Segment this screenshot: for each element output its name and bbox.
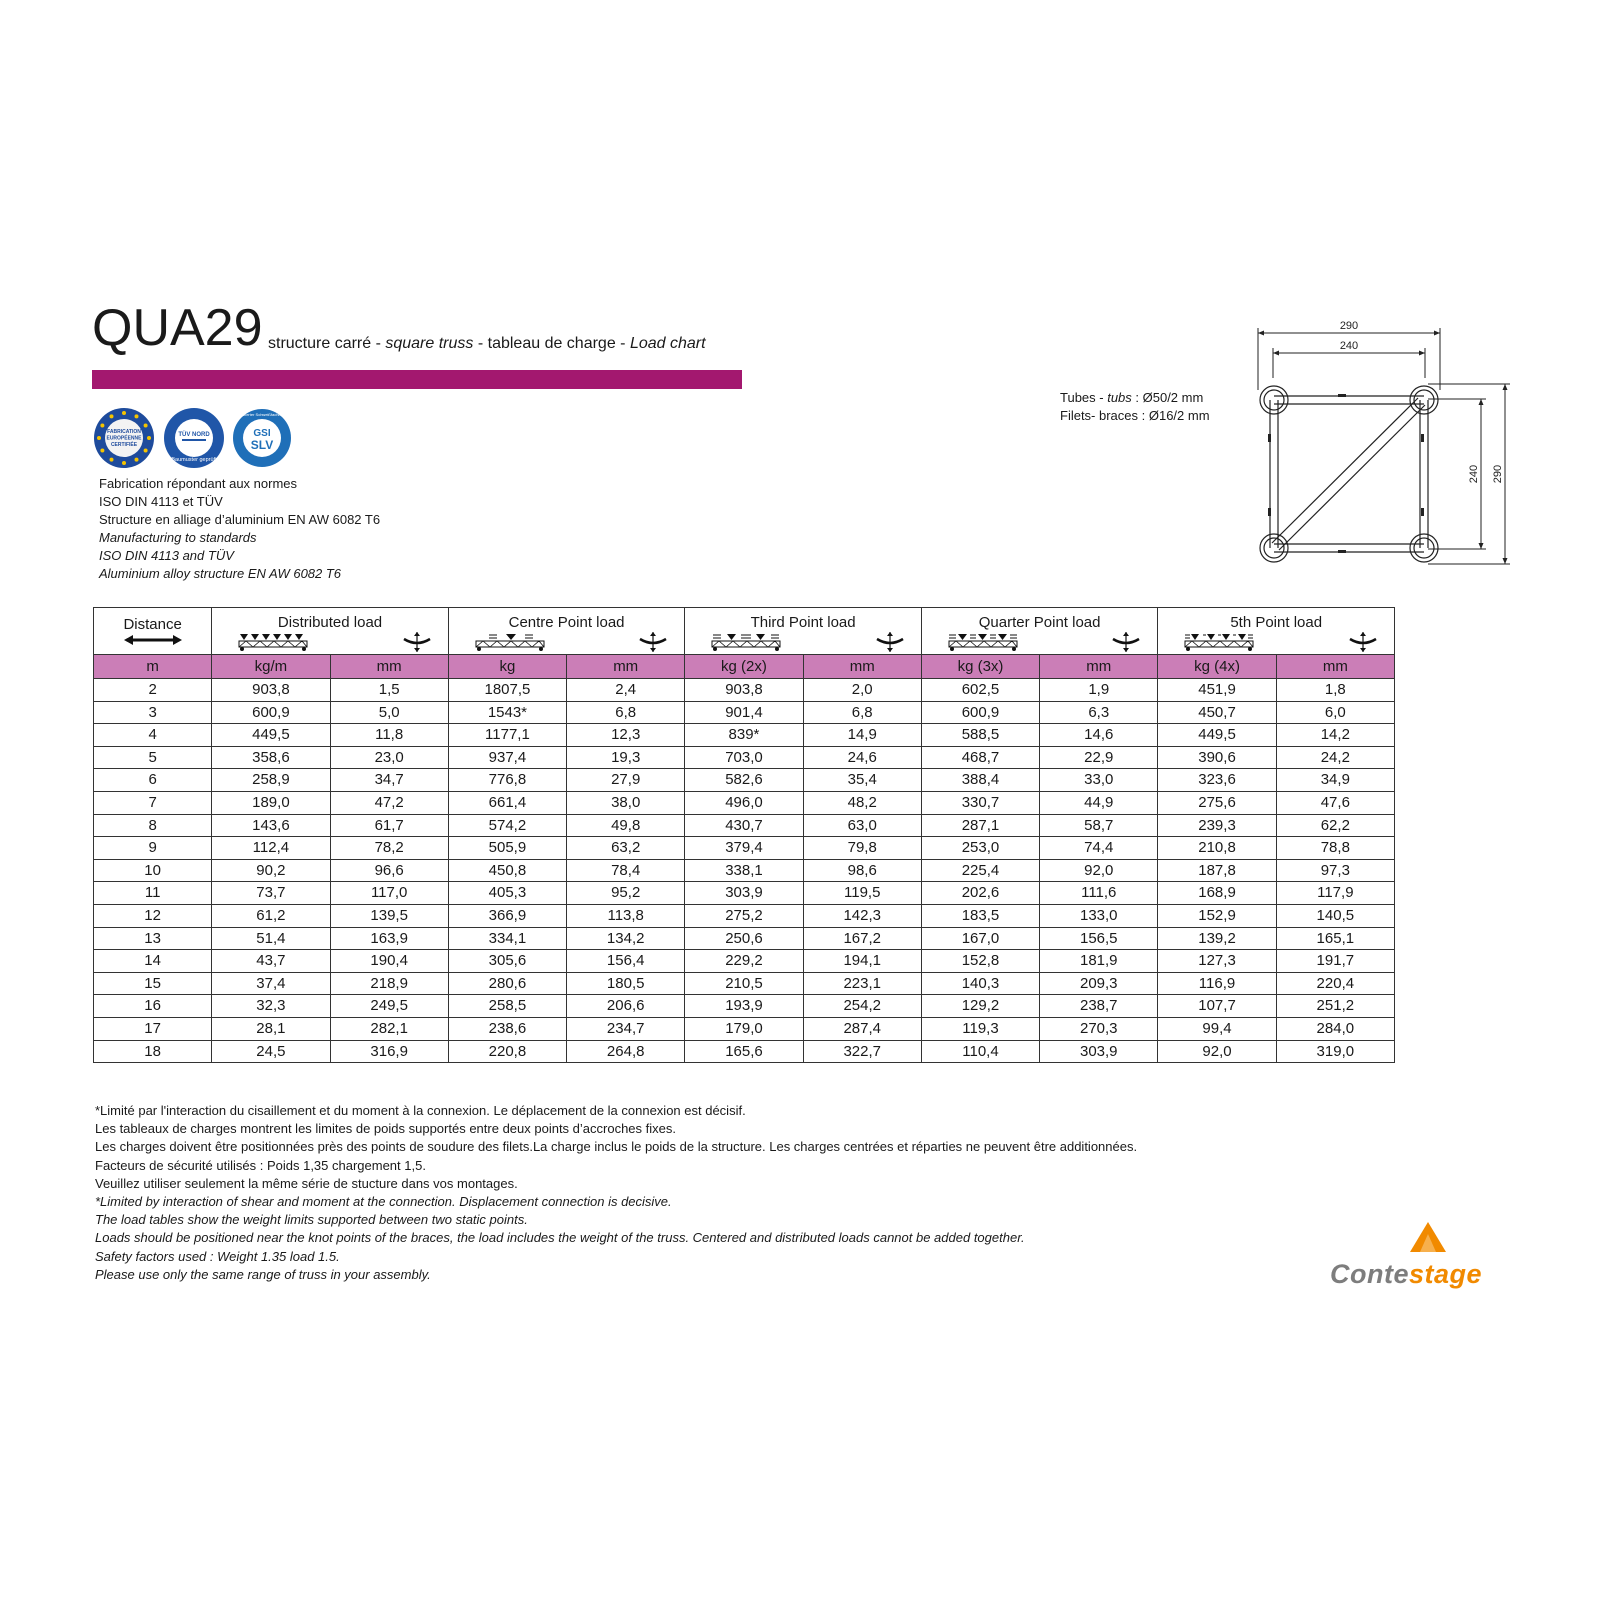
value-cell: 27,9	[567, 769, 685, 792]
table-row	[94, 746, 1395, 769]
value-cell: 6,0	[1276, 701, 1394, 724]
value-cell: 61,2	[212, 904, 330, 927]
subtitle-sep-2: -	[473, 335, 488, 352]
note-fr-line: Les tableaux de charges montrent les limites de poids supportés entre deux points d’accroches fixes.	[95, 1121, 676, 1137]
value-cell: 95,2	[567, 882, 685, 905]
value-cell: 11,8	[330, 724, 448, 747]
table-row	[94, 791, 1395, 814]
value-cell: 703,0	[685, 746, 803, 769]
value-cell: 74,4	[1040, 837, 1158, 860]
value-cell: 12,3	[567, 724, 685, 747]
value-cell: 28,1	[212, 1017, 330, 1040]
subtitle-sep-1: -	[371, 335, 386, 352]
value-cell: 275,6	[1158, 791, 1276, 814]
value-cell: 96,6	[330, 859, 448, 882]
value-cell: 23,0	[330, 746, 448, 769]
value-cell: 282,1	[330, 1017, 448, 1040]
value-cell: 24,5	[212, 1040, 330, 1063]
table-row	[94, 859, 1395, 882]
value-cell: 600,9	[212, 701, 330, 724]
table-row	[94, 904, 1395, 927]
value-cell: 305,6	[448, 950, 566, 973]
value-cell: 206,6	[567, 995, 685, 1018]
distance-cell: 14	[94, 950, 212, 973]
value-cell: 14,6	[1040, 724, 1158, 747]
value-cell: 99,4	[1158, 1017, 1276, 1040]
value-cell: 51,4	[212, 927, 330, 950]
value-cell: 111,6	[1040, 882, 1158, 905]
value-cell: 92,0	[1158, 1040, 1276, 1063]
value-cell: 602,5	[921, 679, 1039, 702]
value-cell: 6,8	[567, 701, 685, 724]
value-cell: 143,6	[212, 814, 330, 837]
table-row	[94, 701, 1395, 724]
note-en-line: The load tables show the weight limits supported between two static points.	[95, 1212, 528, 1228]
distance-cell: 4	[94, 724, 212, 747]
value-cell: 127,3	[1158, 950, 1276, 973]
note-en-line: *Limited by interaction of shear and moment at the connection. Displacement connection is decisive.	[95, 1194, 672, 1210]
svg-text:SLV: SLV	[250, 438, 274, 452]
value-cell: 78,8	[1276, 837, 1394, 860]
subtitle-fr-structure: structure carré	[268, 335, 372, 352]
value-cell: 903,8	[212, 679, 330, 702]
value-cell: 600,9	[921, 701, 1039, 724]
value-cell: 181,9	[1040, 950, 1158, 973]
distance-cell: 13	[94, 927, 212, 950]
value-cell: 287,4	[803, 1017, 921, 1040]
value-cell: 73,7	[212, 882, 330, 905]
value-cell: 405,3	[448, 882, 566, 905]
braces-spec: Filets- braces : Ø16/2 mm	[1060, 408, 1210, 423]
note-en-line: Loads should be positioned near the knot points of the braces, the load includes the weight of the truss. Centered and distributed loads cannot be added together.	[95, 1230, 1025, 1246]
table-group-header-row	[94, 608, 1395, 655]
value-cell: 193,9	[685, 995, 803, 1018]
value-cell: 275,2	[685, 904, 803, 927]
value-cell: 6,8	[803, 701, 921, 724]
value-cell: 142,3	[803, 904, 921, 927]
distance-double-arrow-icon	[123, 634, 183, 646]
value-cell: 449,5	[212, 724, 330, 747]
value-cell: 112,4	[212, 837, 330, 860]
value-cell: 220,8	[448, 1040, 566, 1063]
value-cell: 1807,5	[448, 679, 566, 702]
group-header-quarter-point: Quarter Point load	[921, 608, 1158, 655]
value-cell: 1,9	[1040, 679, 1158, 702]
distance-label: Distance	[123, 616, 182, 633]
value-cell: 90,2	[212, 859, 330, 882]
distance-cell: 5	[94, 746, 212, 769]
value-cell: 140,5	[1276, 904, 1394, 927]
value-cell: 229,2	[685, 950, 803, 973]
dim-inner-width: 240	[1339, 340, 1359, 352]
table-row	[94, 950, 1395, 973]
value-cell: 133,0	[1040, 904, 1158, 927]
value-cell: 287,1	[921, 814, 1039, 837]
value-cell: 937,4	[448, 746, 566, 769]
subtitle-fr-chart: tableau de charge	[487, 335, 616, 352]
table-row	[94, 927, 1395, 950]
value-cell: 839*	[685, 724, 803, 747]
unit-cell: mm	[1040, 655, 1158, 679]
norm-en-line: ISO DIN 4113 and TÜV	[99, 548, 234, 563]
value-cell: 97,3	[1276, 859, 1394, 882]
fifth-point-load-icon	[1184, 632, 1256, 652]
value-cell: 430,7	[685, 814, 803, 837]
unit-cell: m	[94, 655, 212, 679]
tubes-spec: Tubes - tubs : Ø50/2 mm	[1060, 390, 1204, 405]
unit-cell: kg	[448, 655, 566, 679]
norm-en-line: Manufacturing to standards	[99, 530, 257, 545]
value-cell: 43,7	[212, 950, 330, 973]
table-row	[94, 814, 1395, 837]
value-cell: 2,4	[567, 679, 685, 702]
value-cell: 139,5	[330, 904, 448, 927]
svg-text:FABRICATION: FABRICATION	[107, 429, 141, 435]
value-cell: 183,5	[921, 904, 1039, 927]
centre-point-load-icon	[475, 632, 547, 652]
value-cell: 117,0	[330, 882, 448, 905]
value-cell: 37,4	[212, 972, 330, 995]
standards-text	[99, 475, 380, 583]
value-cell: 63,0	[803, 814, 921, 837]
distance-cell: 2	[94, 679, 212, 702]
value-cell: 5,0	[330, 701, 448, 724]
value-cell: 168,9	[1158, 882, 1276, 905]
value-cell: 588,5	[921, 724, 1039, 747]
value-cell: 139,2	[1158, 927, 1276, 950]
table-row	[94, 972, 1395, 995]
dim-inner-height: 240	[1468, 464, 1480, 484]
value-cell: 209,3	[1040, 972, 1158, 995]
norm-en-line: Aluminium alloy structure EN AW 6082 T6	[99, 566, 342, 581]
value-cell: 165,1	[1276, 927, 1394, 950]
third-point-load-icon	[711, 632, 783, 652]
distance-cell: 7	[94, 791, 212, 814]
contestage-logo-mark	[1408, 1222, 1448, 1254]
value-cell: 218,9	[330, 972, 448, 995]
value-cell: 58,7	[1040, 814, 1158, 837]
value-cell: 776,8	[448, 769, 566, 792]
subtitle-en-structure: square truss	[385, 335, 474, 352]
value-cell: 284,0	[1276, 1017, 1394, 1040]
unit-cell: kg/m	[212, 655, 330, 679]
subtitle-en-chart: Load chart	[629, 335, 706, 352]
value-cell: 450,7	[1158, 701, 1276, 724]
unit-cell: kg (2x)	[685, 655, 803, 679]
note-fr-line: Les charges doivent être positionnées près des points de soudure des filets.La charge inclus le poids de la structure. Les charges centrées et réparties ne peuvent être additionnées.	[95, 1139, 1138, 1155]
value-cell: 116,9	[1158, 972, 1276, 995]
value-cell: 202,6	[921, 882, 1039, 905]
value-cell: 574,2	[448, 814, 566, 837]
value-cell: 167,0	[921, 927, 1039, 950]
value-cell: 225,4	[921, 859, 1039, 882]
table-row	[94, 837, 1395, 860]
value-cell: 24,2	[1276, 746, 1394, 769]
value-cell: 249,5	[330, 995, 448, 1018]
value-cell: 901,4	[685, 701, 803, 724]
value-cell: 78,2	[330, 837, 448, 860]
value-cell: 303,9	[1040, 1040, 1158, 1063]
value-cell: 44,9	[1040, 791, 1158, 814]
value-cell: 496,0	[685, 791, 803, 814]
norm-fr-line: ISO DIN 4113 et TÜV	[99, 494, 223, 509]
dim-outer-width: 290	[1339, 320, 1359, 332]
value-cell: 388,4	[921, 769, 1039, 792]
unit-cell: mm	[330, 655, 448, 679]
value-cell: 179,0	[685, 1017, 803, 1040]
note-en-line: Please use only the same range of truss in your assembly.	[95, 1266, 431, 1282]
value-cell: 253,0	[921, 837, 1039, 860]
tube-specs	[1060, 389, 1210, 425]
value-cell: 62,2	[1276, 814, 1394, 837]
value-cell: 1543*	[448, 701, 566, 724]
norm-fr-line: Fabrication répondant aux normes	[99, 476, 298, 491]
distance-cell: 6	[94, 769, 212, 792]
value-cell: 48,2	[803, 791, 921, 814]
value-cell: 264,8	[567, 1040, 685, 1063]
unit-cell: mm	[1276, 655, 1394, 679]
value-cell: 63,2	[567, 837, 685, 860]
value-cell: 47,2	[330, 791, 448, 814]
value-cell: 338,1	[685, 859, 803, 882]
value-cell: 234,7	[567, 1017, 685, 1040]
unit-cell: kg (4x)	[1158, 655, 1276, 679]
eu-certified-logo	[94, 408, 154, 468]
note-fr-line: Veuillez utiliser seulement la même série de stucture dans vos montages.	[95, 1175, 518, 1191]
value-cell: 2,0	[803, 679, 921, 702]
contestage-logo-wordmark: Contestage	[1330, 1259, 1483, 1289]
value-cell: 903,8	[685, 679, 803, 702]
group-header-fifth-point: 5th Point load	[1158, 608, 1395, 655]
unit-cell: mm	[803, 655, 921, 679]
value-cell: 449,5	[1158, 724, 1276, 747]
gsi-slv-logo	[233, 409, 291, 467]
distance-header	[94, 608, 212, 655]
value-cell: 1177,1	[448, 724, 566, 747]
value-cell: 156,4	[567, 950, 685, 973]
value-cell: 210,5	[685, 972, 803, 995]
value-cell: 303,9	[685, 882, 803, 905]
value-cell: 238,7	[1040, 995, 1158, 1018]
value-cell: 254,2	[803, 995, 921, 1018]
value-cell: 258,5	[448, 995, 566, 1018]
value-cell: 14,2	[1276, 724, 1394, 747]
value-cell: 79,8	[803, 837, 921, 860]
value-cell: 117,9	[1276, 882, 1394, 905]
distance-cell: 9	[94, 837, 212, 860]
distance-cell: 3	[94, 701, 212, 724]
value-cell: 450,8	[448, 859, 566, 882]
value-cell: 32,3	[212, 995, 330, 1018]
distance-cell: 8	[94, 814, 212, 837]
value-cell: 1,5	[330, 679, 448, 702]
deflection-icon	[402, 631, 432, 653]
distance-cell: 10	[94, 859, 212, 882]
value-cell: 152,9	[1158, 904, 1276, 927]
value-cell: 223,1	[803, 972, 921, 995]
dim-outer-height: 290	[1492, 464, 1504, 484]
value-cell: 180,5	[567, 972, 685, 995]
table-row	[94, 1040, 1395, 1063]
footnotes	[95, 1102, 1137, 1284]
value-cell: 505,9	[448, 837, 566, 860]
table-row	[94, 769, 1395, 792]
group-header-centre-point: Centre Point load	[448, 608, 685, 655]
value-cell: 163,9	[330, 927, 448, 950]
value-cell: 210,8	[1158, 837, 1276, 860]
value-cell: 280,6	[448, 972, 566, 995]
value-cell: 6,3	[1040, 701, 1158, 724]
distance-cell: 11	[94, 882, 212, 905]
value-cell: 49,8	[567, 814, 685, 837]
title-accent-bar	[92, 370, 742, 389]
norm-fr-line: Structure en alliage d’aluminium EN AW 6082 T6	[99, 512, 381, 527]
value-cell: 187,8	[1158, 859, 1276, 882]
value-cell: 140,3	[921, 972, 1039, 995]
value-cell: 113,8	[567, 904, 685, 927]
load-chart-table	[93, 607, 1395, 1063]
distance-cell: 18	[94, 1040, 212, 1063]
group-header-third-point: Third Point load	[685, 608, 922, 655]
value-cell: 107,7	[1158, 995, 1276, 1018]
value-cell: 34,7	[330, 769, 448, 792]
svg-text:CERTIFIÉE: CERTIFIÉE	[110, 442, 138, 448]
certification-logos	[92, 405, 292, 471]
deflection-icon	[875, 631, 905, 653]
value-cell: 239,3	[1158, 814, 1276, 837]
table-units-row	[94, 655, 1395, 679]
value-cell: 129,2	[921, 995, 1039, 1018]
value-cell: 167,2	[803, 927, 921, 950]
value-cell: 98,6	[803, 859, 921, 882]
table-row	[94, 882, 1395, 905]
value-cell: 323,6	[1158, 769, 1276, 792]
unit-cell: mm	[567, 655, 685, 679]
value-cell: 110,4	[921, 1040, 1039, 1063]
value-cell: 358,6	[212, 746, 330, 769]
distance-cell: 15	[94, 972, 212, 995]
value-cell: 220,4	[1276, 972, 1394, 995]
note-en-line: Safety factors used : Weight 1.35 load 1.5.	[95, 1248, 340, 1264]
table-row	[94, 724, 1395, 747]
value-cell: 134,2	[567, 927, 685, 950]
value-cell: 322,7	[803, 1040, 921, 1063]
table-body	[94, 679, 1395, 1063]
svg-text:Zertifizierter Schweißfachbetr: Zertifizierter Schweißfachbetrieb	[233, 412, 291, 417]
value-cell: 33,0	[1040, 769, 1158, 792]
value-cell: 35,4	[803, 769, 921, 792]
product-subtitle	[268, 334, 706, 354]
note-fr-line: *Limité par l'interaction du cisaillement et du moment à la connexion. Le déplacement de la connexion est décisif.	[95, 1103, 746, 1118]
distance-cell: 12	[94, 904, 212, 927]
value-cell: 270,3	[1040, 1017, 1158, 1040]
quarter-point-load-icon	[948, 632, 1020, 652]
value-cell: 165,6	[685, 1040, 803, 1063]
truss-cross-section-diagram	[1248, 318, 1528, 572]
deflection-icon	[638, 631, 668, 653]
deflection-icon	[1348, 631, 1378, 653]
value-cell: 238,6	[448, 1017, 566, 1040]
value-cell: 468,7	[921, 746, 1039, 769]
svg-text:TÜV NORD: TÜV NORD	[178, 432, 210, 438]
value-cell: 34,9	[1276, 769, 1394, 792]
value-cell: 14,9	[803, 724, 921, 747]
value-cell: 258,9	[212, 769, 330, 792]
table-row	[94, 1017, 1395, 1040]
table-row	[94, 679, 1395, 702]
svg-text:Baumuster geprüft: Baumuster geprüft	[171, 457, 217, 463]
value-cell: 78,4	[567, 859, 685, 882]
value-cell: 366,9	[448, 904, 566, 927]
value-cell: 451,9	[1158, 679, 1276, 702]
value-cell: 661,4	[448, 791, 566, 814]
value-cell: 38,0	[567, 791, 685, 814]
distance-cell: 17	[94, 1017, 212, 1040]
value-cell: 92,0	[1040, 859, 1158, 882]
value-cell: 251,2	[1276, 995, 1394, 1018]
table-row	[94, 995, 1395, 1018]
group-header-distributed: Distributed load	[212, 608, 449, 655]
value-cell: 316,9	[330, 1040, 448, 1063]
value-cell: 190,4	[330, 950, 448, 973]
value-cell: 119,5	[803, 882, 921, 905]
note-fr-line: Facteurs de sécurité utilisés : Poids 1,35 chargement 1,5.	[95, 1157, 426, 1173]
value-cell: 24,6	[803, 746, 921, 769]
value-cell: 19,3	[567, 746, 685, 769]
deflection-icon	[1111, 631, 1141, 653]
value-cell: 152,8	[921, 950, 1039, 973]
unit-cell: kg (3x)	[921, 655, 1039, 679]
svg-text:EUROPÉENNE: EUROPÉENNE	[106, 435, 142, 442]
value-cell: 330,7	[921, 791, 1039, 814]
value-cell: 61,7	[330, 814, 448, 837]
value-cell: 194,1	[803, 950, 921, 973]
tuv-nord-logo	[164, 408, 224, 468]
value-cell: 22,9	[1040, 746, 1158, 769]
value-cell: 379,4	[685, 837, 803, 860]
value-cell: 47,6	[1276, 791, 1394, 814]
value-cell: 119,3	[921, 1017, 1039, 1040]
value-cell: 319,0	[1276, 1040, 1394, 1063]
distributed-load-icon	[238, 632, 310, 652]
value-cell: 1,8	[1276, 679, 1394, 702]
distance-cell: 16	[94, 995, 212, 1018]
value-cell: 191,7	[1276, 950, 1394, 973]
value-cell: 334,1	[448, 927, 566, 950]
value-cell: 390,6	[1158, 746, 1276, 769]
value-cell: 156,5	[1040, 927, 1158, 950]
value-cell: 250,6	[685, 927, 803, 950]
subtitle-sep-3: -	[615, 335, 630, 352]
svg-text:GSI: GSI	[253, 428, 271, 439]
value-cell: 582,6	[685, 769, 803, 792]
value-cell: 189,0	[212, 791, 330, 814]
product-model-title: QUA29	[92, 299, 263, 357]
